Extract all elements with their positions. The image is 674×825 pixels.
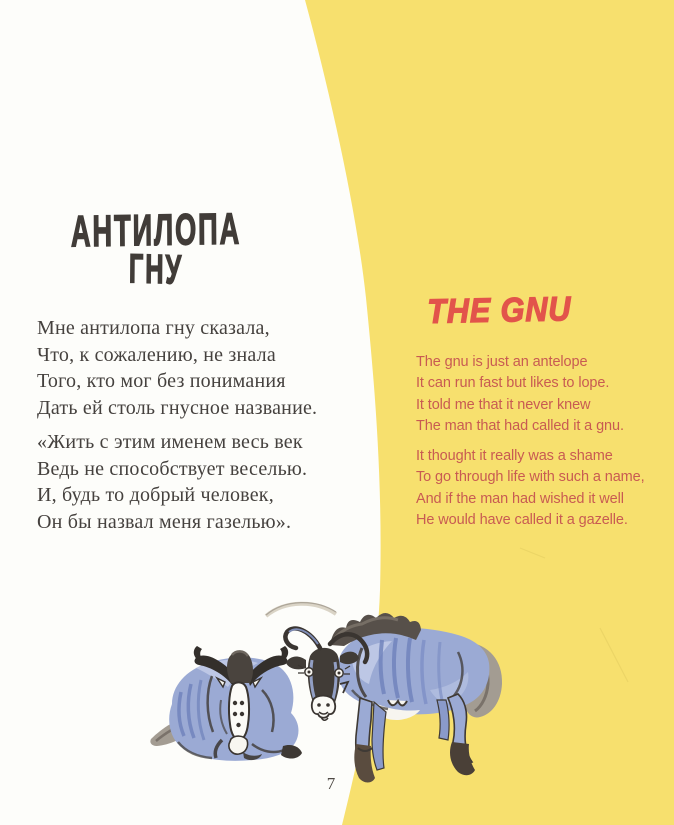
poem-line: Мне антилопа гну сказала, [37, 317, 270, 339]
poem-line: The gnu is just an antelope [416, 354, 588, 370]
poem-line: Что, к сожалению, не знала [37, 343, 276, 366]
poem-line: И, будь то добрый человек, [37, 484, 274, 507]
poem-line: It thought it really was a shame [416, 448, 613, 464]
russian-stanza-1 [37, 315, 357, 422]
page-number: 7 [326, 774, 336, 793]
english-stanza-1 [416, 352, 666, 438]
poem-line: «Жить с этим именем весь век [37, 431, 303, 453]
russian-title [69, 204, 243, 293]
poem-line: Дать ей столь гнусное название. [37, 397, 318, 420]
english-title: THE GNU [427, 290, 572, 331]
poem-line: He would have called it a gazelle. [416, 512, 628, 529]
english-stanza-2 [416, 446, 666, 532]
russian-stanza-2 [37, 429, 357, 536]
poem-line: And if the man had wished it well [416, 490, 624, 507]
poem-line: Он бы назвал меня газелью». [37, 511, 292, 534]
russian-title-line2: ГНУ [128, 245, 184, 293]
lying-gnu [150, 646, 302, 761]
poem-line: Ведь не способствует веселью. [37, 457, 308, 480]
poem-line: It told me that it never knew [416, 396, 591, 413]
russian-title-line1: АНТИЛОПА [70, 204, 242, 257]
poem-line: It can run fast but likes to lope. [416, 375, 610, 392]
poem-line: To go through life with such a name, [416, 469, 645, 486]
poem-line: Того, кто мог без понимания [37, 370, 286, 393]
poem-line: The man that had called it a gnu. [416, 418, 624, 435]
